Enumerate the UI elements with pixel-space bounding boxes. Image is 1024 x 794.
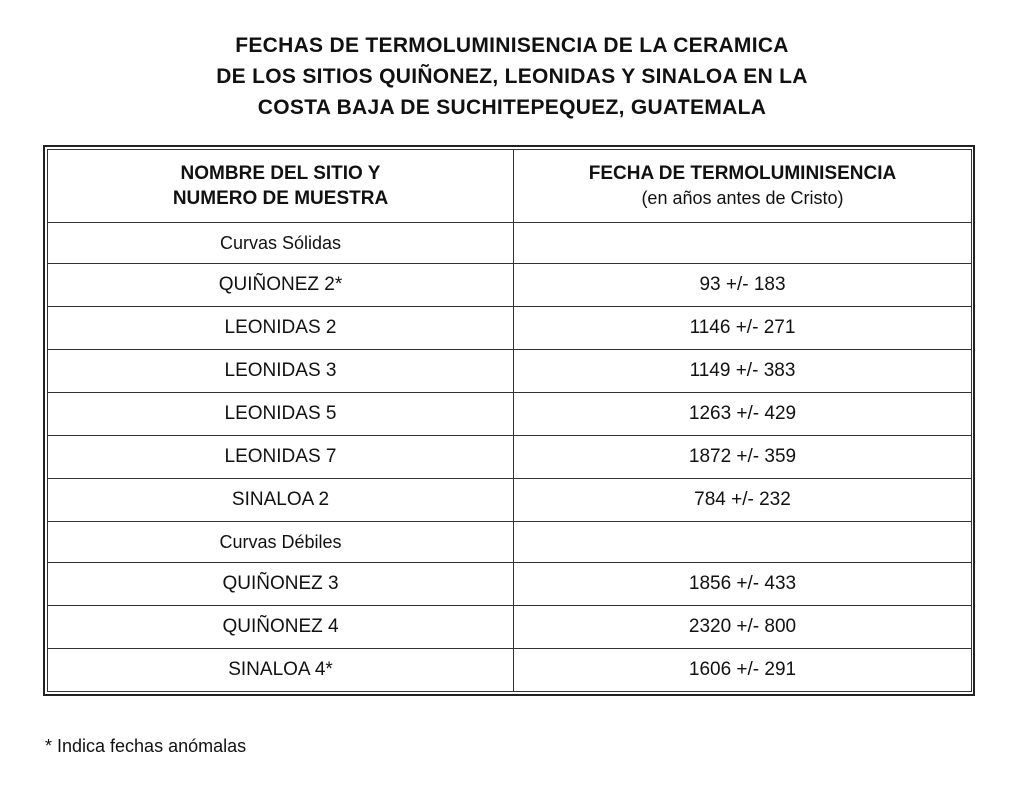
title-line-3: COSTA BAJA DE SUCHITEPEQUEZ, GUATEMALA <box>257 96 767 119</box>
site-cell: LEONIDAS 7 <box>48 436 514 479</box>
table-row <box>48 606 972 649</box>
site-cell: QUIÑONEZ 4 <box>48 606 514 649</box>
site-cell: QUIÑONEZ 2* <box>48 264 514 307</box>
date-cell: 1606 +/- 291 <box>514 649 972 692</box>
date-cell: 93 +/- 183 <box>514 264 972 307</box>
footnote: * Indica fechas anómalas <box>45 736 247 756</box>
table-row <box>48 350 972 393</box>
site-cell: SINALOA 4* <box>48 649 514 692</box>
group-label: Curvas Débiles <box>48 522 514 563</box>
site-cell: LEONIDAS 3 <box>48 350 514 393</box>
site-cell: LEONIDAS 5 <box>48 393 514 436</box>
date-cell: 1146 +/- 271 <box>514 307 972 350</box>
header-date <box>514 150 972 223</box>
table-row <box>48 563 972 606</box>
group-row-solid <box>48 223 972 264</box>
date-cell: 1263 +/- 429 <box>514 393 972 436</box>
table-row <box>48 264 972 307</box>
header-date-line-1: FECHA DE TERMOLUMINISENCIA <box>588 163 897 184</box>
title-line-1: FECHAS DE TERMOLUMINISENCIA DE LA CERAMICA <box>235 34 789 57</box>
header-site-line-1: NOMBRE DEL SITIO Y <box>180 163 381 184</box>
title-line-2: DE LOS SITIOS QUIÑONEZ, LEONIDAS Y SINALOA EN LA <box>216 65 808 88</box>
group-empty-cell <box>514 522 972 563</box>
header-date-line-2: (en años antes de Cristo) <box>641 188 844 208</box>
date-cell: 2320 +/- 800 <box>514 606 972 649</box>
date-cell: 784 +/- 232 <box>514 479 972 522</box>
table-row <box>48 307 972 350</box>
group-row-weak <box>48 522 972 563</box>
table-row <box>48 649 972 692</box>
site-cell: LEONIDAS 2 <box>48 307 514 350</box>
site-cell: SINALOA 2 <box>48 479 514 522</box>
group-empty-cell <box>514 223 972 264</box>
header-site <box>48 150 514 223</box>
table-header-row <box>48 150 972 223</box>
date-cell: 1856 +/- 433 <box>514 563 972 606</box>
document-title <box>0 30 1024 123</box>
dates-table <box>47 149 972 692</box>
site-cell: QUIÑONEZ 3 <box>48 563 514 606</box>
date-cell: 1149 +/- 383 <box>514 350 972 393</box>
table-row <box>48 479 972 522</box>
table-row <box>48 393 972 436</box>
dates-table-frame <box>43 145 975 696</box>
header-site-line-2: NUMERO DE MUESTRA <box>172 188 389 209</box>
table-row <box>48 436 972 479</box>
date-cell: 1872 +/- 359 <box>514 436 972 479</box>
group-label: Curvas Sólidas <box>48 223 514 264</box>
